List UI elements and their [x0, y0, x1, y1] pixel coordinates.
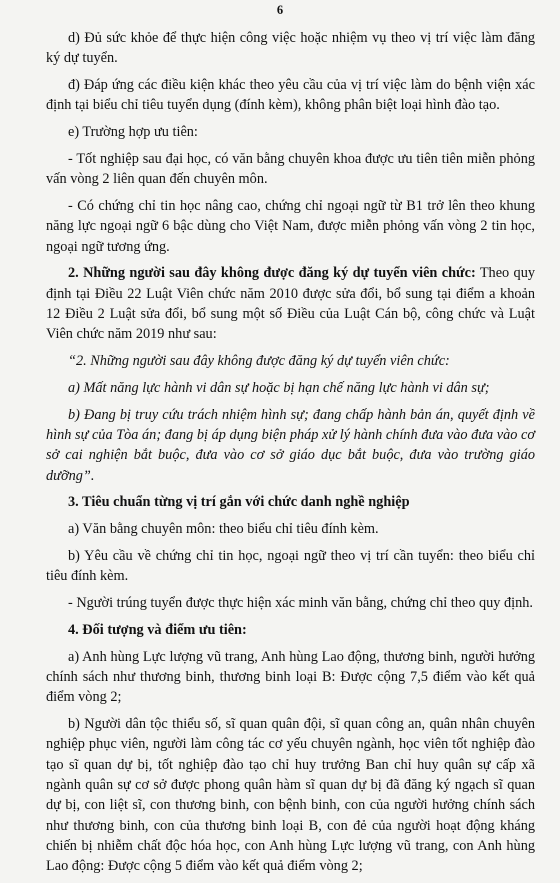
section-2-paragraph [46, 263, 535, 344]
paragraph-text: a) Anh hùng Lực lượng vũ trang, Anh hùng Lao động, thương binh, người hưởng chính sách như thương binh, thương binh loại B: Được cộng 7,5 điểm vào kết quả điểm vòng 2; [46, 648, 535, 706]
paragraph-text: b) Người dân tộc thiểu số, sĩ quan quân đội, sĩ quan công an, quân nhân chuyên nghiệp phục viên, người làm công tác cơ yếu chuyên ngành, học viên tốt nghiệp đào tạo sĩ quan dự bị, tốt nghiệp đào tạo chỉ huy trưởng Ban chỉ huy quân sự cấp xã ngành quân sự cơ sở được phong quân hàm sĩ quan dự bị đã đăng ký ngạch sĩ quan dự bị, con liệt sĩ, con thương binh, con bệnh binh, con của người hưởng chính sách như thương binh, con của thương binh loại B, con đẻ của người hoạt động kháng chiến bị nhiễm chất độc hóa học, con Anh hùng Lực lượng vũ trang, con Anh hùng Lao động: Được cộng 5 điểm vào kết quả điểm vòng 2; [46, 716, 535, 875]
paragraph-text: - Có chứng chỉ tin học nâng cao, chứng chỉ ngoại ngữ từ B1 trở lên theo khung năng lực ngoại ngữ 6 bậc dùng cho Việt Nam, được miễn phỏng vấn vòng 2 tin học, ngoại ngữ tương ứng. [46, 198, 535, 255]
paragraph-standard-b [46, 546, 535, 587]
paragraph-text: - Người trúng tuyển được thực hiện xác minh văn bằng, chứng chỉ theo quy định. [68, 595, 533, 612]
paragraph-text: a) Mất năng lực hành vi dân sự hoặc bị hạn chế năng lực hành vi dân sự; [68, 379, 490, 396]
section-3-paragraph [46, 492, 535, 512]
section-4-paragraph [46, 620, 535, 640]
paragraph-priority-heading [46, 122, 535, 142]
paragraph-bonus-a [46, 647, 535, 708]
paragraph-text: b) Yêu cầu về chứng chỉ tin học, ngoại ngữ theo vị trí cần tuyển: theo biểu chỉ tiêu đính kèm. [46, 548, 535, 585]
paragraph-text: - Tốt nghiệp sau đại học, có văn bằng chuyên khoa được ưu tiên tiên miễn phỏng vấn vòng 2 liên quan đến chuyên môn. [46, 150, 535, 188]
section-3-heading: 3. Tiêu chuẩn từng vị trí gắn với chức danh nghề nghiệp [68, 494, 410, 511]
paragraph-condition-d [46, 28, 535, 69]
section-4-heading: 4. Đối tượng và điểm ưu tiên: [68, 621, 247, 638]
paragraph-priority-postgrad [46, 149, 535, 190]
paragraph-text: đ) Đáp ứng các điều kiện khác theo yêu cầu của vị trí việc làm do bệnh viện xác định tại biểu chỉ tiêu tuyển dụng (đính kèm), không phân biệt loại hình đào tạo. [46, 77, 535, 114]
paragraph-condition-dd [46, 75, 535, 116]
paragraph-text: e) Trường hợp ưu tiên: [68, 124, 198, 141]
quote-item-a [46, 378, 535, 398]
paragraph-priority-certificates [46, 196, 535, 257]
paragraph-bonus-b [46, 714, 535, 876]
document-body [46, 28, 535, 883]
paragraph-standard-a [46, 519, 535, 539]
quote-intro [46, 351, 535, 371]
page-number: 6 [276, 3, 284, 17]
paragraph-text: a) Văn bằng chuyên môn: theo biểu chỉ tiêu đính kèm. [68, 521, 379, 538]
paragraph-text: “2. Những người sau đây không được đăng ký dự tuyển viên chức: [68, 353, 450, 370]
paragraph-text: Theo quy định tại Điều 22 Luật Viên chức năm 2010 được sửa đổi, bổ sung tại điểm a khoản 12 Điều 2 Luật sửa đổi, bổ sung một số Điều của Luật Cán bộ, công chức và Luật Viên chức năm 2019 như sau: [46, 265, 535, 343]
quote-item-b [46, 405, 535, 486]
paragraph-verification [46, 593, 535, 613]
paragraph-text: d) Đủ sức khỏe để thực hiện công việc hoặc nhiệm vụ theo vị trí việc làm đăng ký dự tuyển. [46, 30, 535, 67]
section-2-heading: 2. Những người sau đây không được đăng ký dự tuyển viên chức: [68, 265, 476, 282]
paragraph-text: b) Đang bị truy cứu trách nhiệm hình sự; đang chấp hành bản án, quyết định về hình sự của Tòa án; đang bị áp dụng biện pháp xử lý hành chính đưa vào đưa vào cơ sở cai nghiện bắt buộc, đưa vào cơ sở giáo dục bắt buộc, đưa vào trường giáo dưỡng”. [46, 406, 535, 484]
